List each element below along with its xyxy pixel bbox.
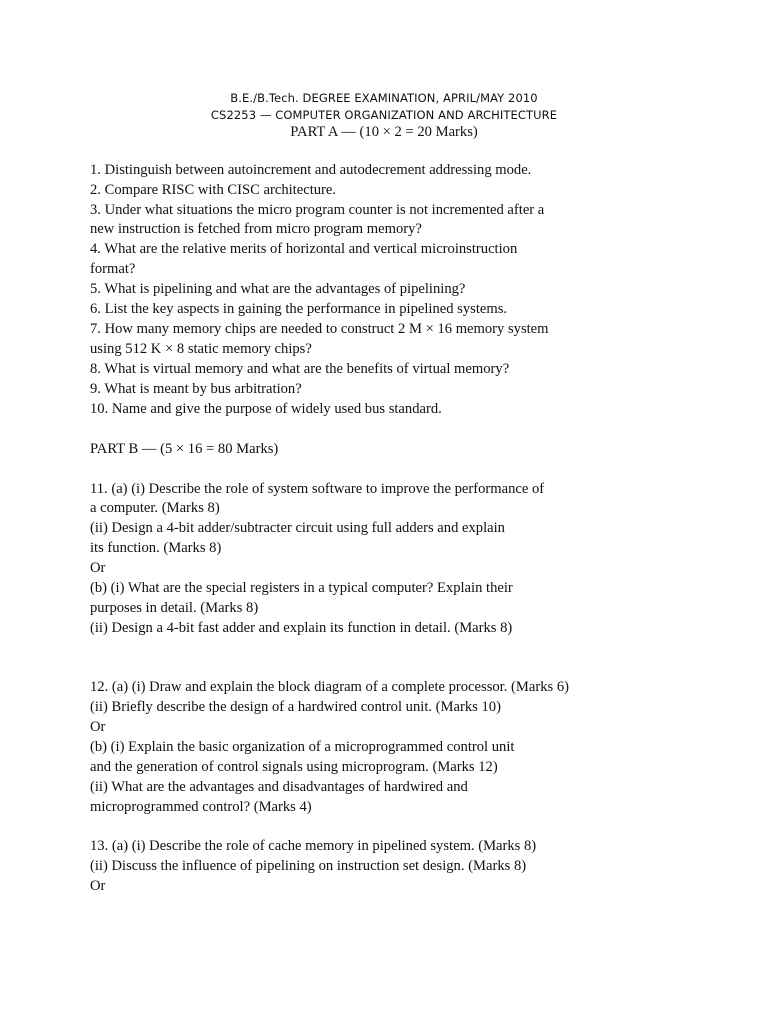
question-11-line: 11. (a) (i) Describe the role of system software to improve the performance of (90, 481, 545, 497)
question-11-line: (b) (i) What are the special registers in a typical computer? Explain their (90, 580, 513, 596)
part-a-line: 5. What is pipelining and what are the advantages of pipelining? (90, 281, 466, 297)
part-a-line: 7. How many memory chips are needed to construct 2 M × 16 memory system (90, 321, 549, 337)
question-11-line: (ii) Design a 4-bit fast adder and explain its function in detail. (Marks 8) (90, 620, 513, 636)
part-a-heading: PART A — (10 × 2 = 20 Marks) (290, 124, 478, 140)
question-11-or: Or (90, 560, 106, 576)
exam-title: B.E./B.Tech. DEGREE EXAMINATION, APRIL/MAY 2010 (230, 91, 538, 105)
question-12-line: and the generation of control signals using microprogram. (Marks 12) (90, 759, 498, 775)
part-a-line: 2. Compare RISC with CISC architecture. (90, 182, 337, 198)
part-a-line: 4. What are the relative merits of horizontal and vertical microinstruction (90, 241, 518, 257)
part-a-line: using 512 K × 8 static memory chips? (90, 341, 312, 357)
question-13-line: 13. (a) (i) Describe the role of cache memory in pipelined system. (Marks 8) (90, 838, 537, 854)
part-a-line: format? (90, 261, 136, 277)
part-a-line: 10. Name and give the purpose of widely used bus standard. (90, 401, 442, 417)
part-a-line: 6. List the key aspects in gaining the performance in pipelined systems. (90, 301, 508, 317)
part-a-line: new instruction is fetched from micro program memory? (90, 221, 422, 237)
question-12-line: (ii) What are the advantages and disadvantages of hardwired and (90, 779, 468, 795)
question-11-line: a computer. (Marks 8) (90, 500, 220, 516)
question-11-line: purposes in detail. (Marks 8) (90, 600, 259, 616)
part-a-line: 3. Under what situations the micro program counter is not incremented after a (90, 202, 545, 218)
question-11-line: its function. (Marks 8) (90, 540, 222, 556)
question-11-line: (ii) Design a 4-bit adder/subtracter circuit using full adders and explain (90, 520, 505, 536)
part-a-line: 8. What is virtual memory and what are the benefits of virtual memory? (90, 361, 510, 377)
question-12-line: (b) (i) Explain the basic organization of a microprogrammed control unit (90, 739, 515, 755)
question-13-line: (ii) Discuss the influence of pipelining on instruction set design. (Marks 8) (90, 858, 527, 874)
question-12-line: microprogrammed control? (Marks 4) (90, 799, 312, 815)
part-a-line: 9. What is meant by bus arbitration? (90, 381, 302, 397)
question-12-or: Or (90, 719, 106, 735)
part-a-line: 1. Distinguish between autoincrement and autodecrement addressing mode. (90, 162, 532, 178)
question-13-or: Or (90, 878, 106, 894)
part-b-heading: PART B — (5 × 16 = 80 Marks) (90, 441, 279, 457)
question-12-line: 12. (a) (i) Draw and explain the block diagram of a complete processor. (Marks 6) (90, 679, 569, 695)
question-12-line: (ii) Briefly describe the design of a hardwired control unit. (Marks 10) (90, 699, 501, 715)
course-title: CS2253 — COMPUTER ORGANIZATION AND ARCHITECTURE (210, 108, 558, 122)
